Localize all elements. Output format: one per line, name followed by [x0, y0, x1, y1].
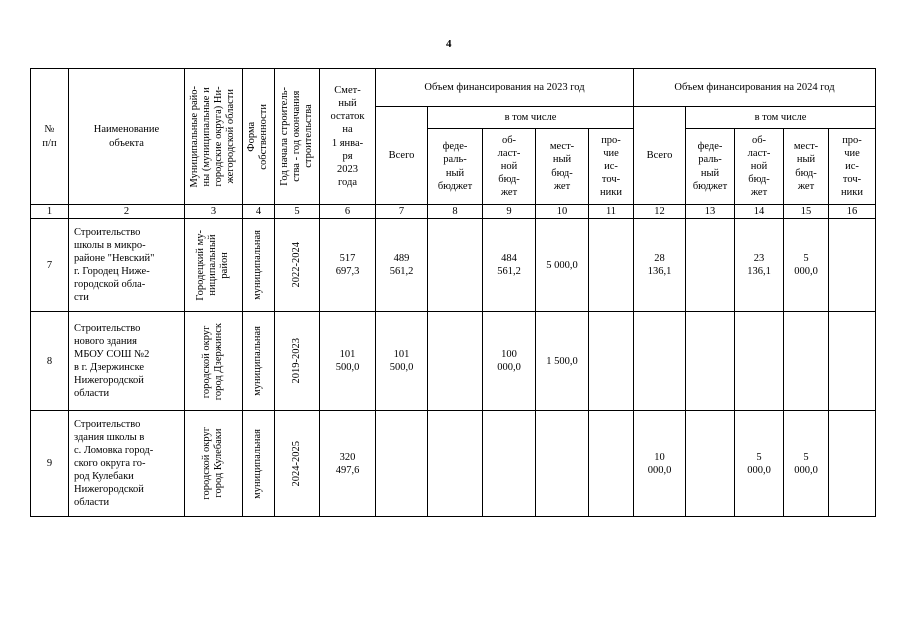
ownership-cell	[243, 411, 275, 517]
header-ownership-cell	[243, 69, 275, 205]
header-years-cell	[275, 69, 320, 205]
row-num: 9	[31, 411, 69, 517]
federal-2024	[686, 219, 735, 312]
header-other-2023: про- чие ис- точ- ники	[589, 129, 634, 205]
district-name: Городецкий му- ниципальный район	[195, 229, 231, 301]
header-federal-2024: феде- раль- ный бюджет	[686, 129, 735, 205]
ownership: муниципальная	[252, 230, 264, 301]
regional-2023	[483, 411, 536, 517]
local-2023	[536, 411, 589, 517]
column-number: 16	[829, 205, 876, 219]
ownership-cell	[243, 219, 275, 312]
object-name: Строительство здания школы в с. Ломовка город- ского округа го- род Кулебаки Нижегородской области	[69, 411, 185, 517]
total-2024: 28 136,1	[634, 219, 686, 312]
other-2023	[589, 312, 634, 411]
total-2023: 489 561,2	[376, 219, 428, 312]
district-cell	[185, 312, 243, 411]
district-name: городской округ город Кулебаки	[201, 427, 225, 500]
other-2024	[829, 219, 876, 312]
other-2023	[589, 411, 634, 517]
regional-2024: 5 000,0	[735, 411, 784, 517]
federal-2024	[686, 312, 735, 411]
total-2024: 10 000,0	[634, 411, 686, 517]
object-name: Строительство нового здания МБОУ СОШ №2 в г. Дзержинске Нижегородской области	[69, 312, 185, 411]
regional-2024: 23 136,1	[735, 219, 784, 312]
federal-2023	[428, 411, 483, 517]
federal-2023	[428, 219, 483, 312]
district-cell	[185, 411, 243, 517]
row-num: 7	[31, 219, 69, 312]
regional-2023: 484 561,2	[483, 219, 536, 312]
row-num: 8	[31, 312, 69, 411]
construction-years: 2024-2025	[290, 440, 302, 487]
construction-years: 2019-2023	[290, 338, 302, 384]
column-number: 1	[31, 205, 69, 219]
local-2023: 5 000,0	[536, 219, 589, 312]
header-total-2023: Всего	[376, 107, 428, 205]
column-number: 13	[686, 205, 735, 219]
years-cell	[275, 219, 320, 312]
years-cell	[275, 312, 320, 411]
header-including-2024: в том числе	[686, 107, 876, 129]
financing-table	[30, 68, 876, 517]
regional-2024	[735, 312, 784, 411]
federal-2023	[428, 312, 483, 411]
local-2024: 5 000,0	[784, 219, 829, 312]
header-district-cell	[185, 69, 243, 205]
table-row	[31, 312, 876, 411]
district-name: городской округ город Дзержинск	[201, 322, 225, 400]
header-estimate: Смет- ный остаток на 1 янва- ря 2023 года	[320, 69, 376, 205]
estimate-balance: 320 497,6	[320, 411, 376, 517]
column-number: 6	[320, 205, 376, 219]
column-number: 10	[536, 205, 589, 219]
column-number: 15	[784, 205, 829, 219]
column-number: 8	[428, 205, 483, 219]
header-ownership: Форма собственности	[246, 103, 270, 170]
object-name: Строительство школы в микро- районе "Невский" г. Городец Ниже- городской обла- сти	[69, 219, 185, 312]
header-including-2023: в том числе	[428, 107, 634, 129]
total-2023	[376, 411, 428, 517]
header-fin-2023: Объем финансирования на 2023 год	[376, 69, 634, 107]
construction-years: 2022-2024	[290, 242, 302, 288]
column-number: 14	[735, 205, 784, 219]
column-number: 4	[243, 205, 275, 219]
header-regional-2023: об- ласт- ной бюд- жет	[483, 129, 536, 205]
header-total-2024: Всего	[634, 107, 686, 205]
header-regional-2024: об- ласт- ной бюд- жет	[735, 129, 784, 205]
ownership: муниципальная	[252, 326, 264, 397]
column-number: 5	[275, 205, 320, 219]
header-name: Наименование объекта	[69, 69, 185, 205]
header-other-2024: про- чие ис- точ- ники	[829, 129, 876, 205]
other-2024	[829, 312, 876, 411]
regional-2023: 100 000,0	[483, 312, 536, 411]
header-federal-2023: феде- раль- ный бюджет	[428, 129, 483, 205]
column-number: 2	[69, 205, 185, 219]
header-local-2024: мест- ный бюд- жет	[784, 129, 829, 205]
local-2024: 5 000,0	[784, 411, 829, 517]
header-local-2023: мест- ный бюд- жет	[536, 129, 589, 205]
column-number: 3	[185, 205, 243, 219]
total-2024	[634, 312, 686, 411]
years-cell	[275, 411, 320, 517]
table-row	[31, 219, 876, 312]
total-2023: 101 500,0	[376, 312, 428, 411]
header-fin-2024: Объем финансирования на 2024 год	[634, 69, 876, 107]
ownership-cell	[243, 312, 275, 411]
header-num: № п/п	[31, 69, 69, 205]
other-2023	[589, 219, 634, 312]
column-number: 7	[376, 205, 428, 219]
column-number: 11	[589, 205, 634, 219]
estimate-balance: 517 697,3	[320, 219, 376, 312]
column-number-row	[31, 205, 876, 219]
column-number: 9	[483, 205, 536, 219]
other-2024	[829, 411, 876, 517]
federal-2024	[686, 411, 735, 517]
local-2024	[784, 312, 829, 411]
header-district: Муниципальные райо- ны (муниципальные и городские округа) Ни- жегородской области	[189, 85, 237, 188]
column-number: 12	[634, 205, 686, 219]
table-row	[31, 411, 876, 517]
district-cell	[185, 219, 243, 312]
local-2023: 1 500,0	[536, 312, 589, 411]
ownership: муниципальная	[252, 428, 264, 499]
page-number: 4	[446, 38, 452, 50]
estimate-balance: 101 500,0	[320, 312, 376, 411]
header-years: Год начала строитель- ства - год окончания строительства	[278, 87, 315, 186]
